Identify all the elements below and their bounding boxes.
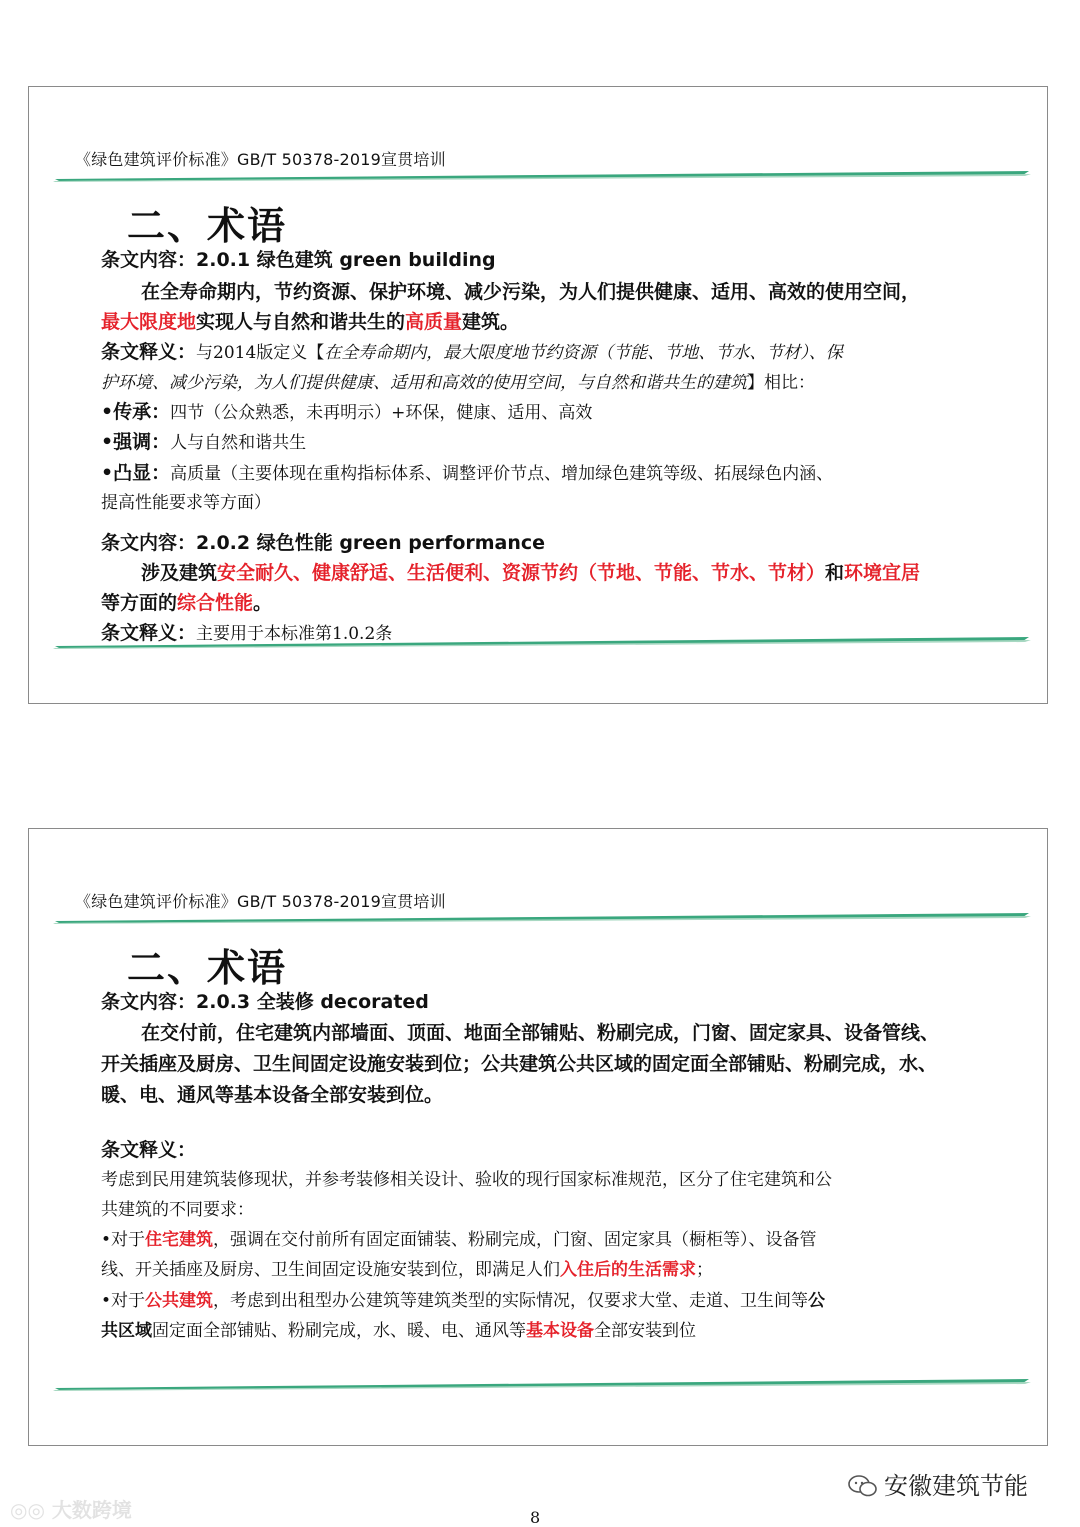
footer-rule — [29, 635, 1049, 649]
text: 固定面全部铺贴、粉刷完成，水、暖、电、通风等 — [152, 1321, 526, 1341]
bullet-public — [101, 1288, 825, 1314]
bold-text: 公 — [808, 1291, 826, 1311]
clause-2-0-1-text: 在全寿命期内，节约资源、保护环境、减少污染，为人们提供健康、适用、高效的使用空间， — [141, 281, 921, 303]
page-title: 二、术语 — [127, 946, 288, 990]
text: 建筑。 — [462, 311, 520, 333]
wechat-icon — [848, 1475, 878, 1497]
quoted-definition: 护环境、减少污染，为人们提供健康、适用和高效的使用空间，与自然和谐共生的建筑 — [101, 373, 747, 393]
clause-2-0-3-text-3: 暖、电、通风等基本设备全部安装到位。 — [101, 1084, 444, 1106]
highlight: 基本设备 — [526, 1321, 594, 1341]
highlight: 公共建筑 — [145, 1291, 214, 1311]
bullet-label: •凸显： — [101, 462, 171, 484]
logo-text: 大数跨境 — [51, 1498, 132, 1522]
text: ，强调在交付前所有固定面铺装、粉刷完成，门窗、固定家具（橱柜等）、设备管 — [213, 1230, 817, 1250]
slide-1 — [28, 86, 1048, 704]
explanation-1 — [101, 339, 843, 366]
bullet-highlight-cont: 提高性能要求等方面） — [101, 493, 271, 513]
clause-2-0-3-label: 条文内容：2.0.3 全装修 decorated — [101, 991, 429, 1013]
explanation-3-line-1: 考虑到民用建筑装修现状，并参考装修相关设计、验收的现行国家标准规范，区分了住宅建筑和公 — [101, 1170, 832, 1190]
slide-2 — [28, 828, 1048, 1446]
watermark-text: 安徽建筑节能 — [884, 1472, 1028, 1500]
text: 与2014版定义【 — [196, 343, 325, 363]
highlight: 安全耐久、健康舒适、生活便利、资源节约（节地、节能、节水、节材） — [217, 562, 826, 584]
page-number: 8 — [530, 1508, 541, 1527]
source-logo — [10, 1494, 132, 1523]
bullet-residential — [101, 1227, 817, 1253]
bullet-inherit — [101, 399, 592, 426]
explanation-label: 条文释义： — [101, 1139, 197, 1161]
highlight: 综合性能 — [177, 592, 254, 614]
clause-2-0-2-text — [141, 560, 920, 586]
text: 】相比： — [747, 373, 815, 393]
slide-header: 《绿色建筑评价标准》GB/T 50378-2019宣贯培训 — [75, 892, 446, 911]
text: 主要用于本标准第1.0.2条 — [196, 624, 393, 644]
header-rule — [29, 169, 1049, 183]
clause-2-0-3-text: 在交付前，住宅建筑内部墙面、顶面、地面全部铺贴、粉刷完成，门窗、固定家具、设备管线、 — [141, 1022, 940, 1044]
clause-2-0-2-label: 条文内容：2.0.2 绿色性能 green performance — [101, 532, 546, 554]
bullet-text: 人与自然和谐共生 — [170, 433, 307, 453]
text: 等方面的 — [101, 592, 178, 614]
slide-header: 《绿色建筑评价标准》GB/T 50378-2019宣贯培训 — [75, 150, 446, 169]
bold-text: 共区域 — [101, 1321, 152, 1341]
text: ； — [696, 1260, 713, 1280]
clause-2-0-1-label: 条文内容：2.0.1 绿色建筑 green building — [101, 249, 496, 271]
bullet-text: 四节（公众熟悉，未再明示）+环保，健康、适用、高效 — [170, 403, 593, 423]
explanation-3-line-2: 共建筑的不同要求： — [101, 1200, 254, 1220]
text: 。 — [253, 592, 273, 614]
highlight: 环境宜居 — [844, 562, 921, 584]
text: 实现人与自然和谐共生的 — [196, 311, 406, 333]
highlight: 住宅建筑 — [145, 1230, 214, 1250]
account-watermark — [848, 1466, 1028, 1501]
bullet-residential-cont — [101, 1257, 713, 1283]
logo-icon: ◎◎ — [10, 1498, 52, 1522]
text: •对于 — [101, 1291, 146, 1311]
footer-rule — [29, 1377, 1049, 1391]
text: •对于 — [101, 1230, 146, 1250]
text: 全部安装到位 — [594, 1321, 696, 1341]
bullet-highlight — [101, 460, 833, 487]
bullet-emphasize — [101, 429, 306, 456]
header-rule — [29, 911, 1049, 925]
explanation-label: 条文释义： — [101, 341, 197, 363]
page-title: 二、术语 — [127, 204, 288, 248]
clause-2-0-1-text-2 — [101, 309, 519, 335]
quoted-definition: 在全寿命期内，最大限度地节约资源（节能、节地、节水、节材）、保 — [324, 343, 843, 363]
bullet-label: •传承： — [101, 401, 171, 423]
highlight: 入住后的生活需求 — [560, 1260, 696, 1280]
clause-2-0-3-text-2: 开关插座及厨房、卫生间固定设施安装到位；公共建筑公共区域的固定面全部铺贴、粉刷完成，水、 — [101, 1053, 938, 1075]
text: 和 — [825, 562, 845, 584]
text: ，考虑到出租型办公建筑等建筑类型的实际情况，仅要求大堂、走道、卫生间等 — [213, 1291, 809, 1311]
explanation-1-line-2 — [101, 369, 815, 396]
bullet-label: •强调： — [101, 431, 171, 453]
text: 涉及建筑 — [141, 562, 218, 584]
bullet-public-cont — [101, 1318, 696, 1344]
explanation-label: 条文释义： — [101, 622, 197, 644]
clause-2-0-2-text-2 — [101, 590, 272, 616]
bullet-text: 高质量（主要体现在重构指标体系、调整评价节点、增加绿色建筑等级、拓展绿色内涵、 — [170, 464, 834, 484]
text: 线、开关插座及厨房、卫生间固定设施安装到位，即满足人们 — [101, 1260, 560, 1280]
highlight: 高质量 — [405, 311, 463, 333]
highlight: 最大限度地 — [101, 311, 197, 333]
